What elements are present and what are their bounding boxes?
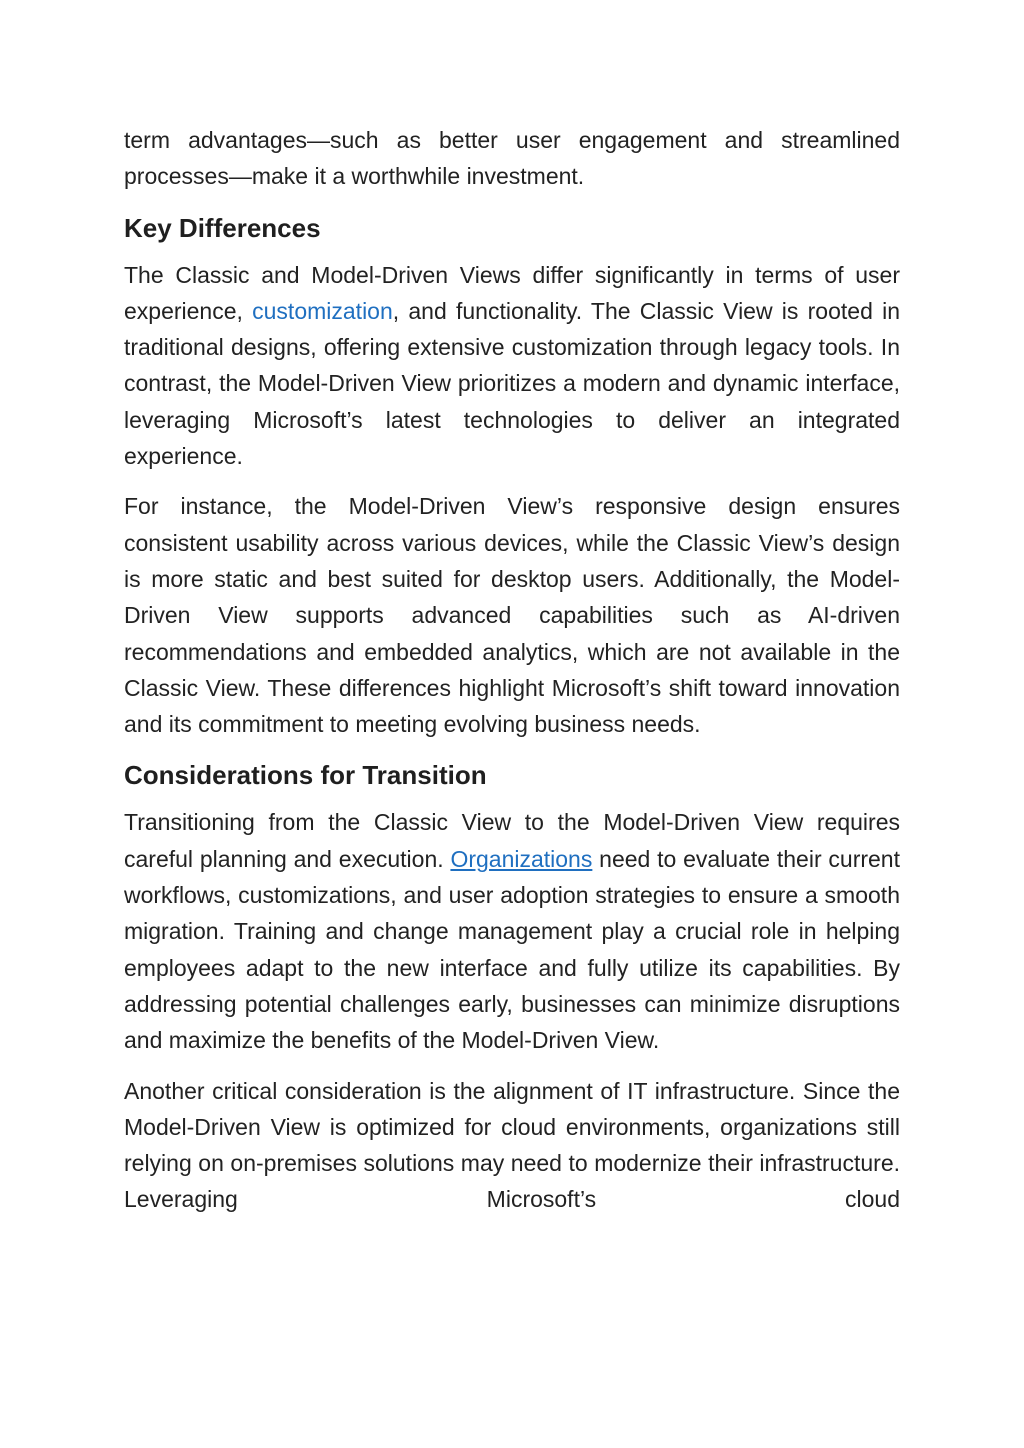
considerations-paragraph-1	[124, 804, 900, 1058]
key-differences-paragraph-2: For instance, the Model-Driven View’s responsive design ensures consistent usability across various devices, while the Classic View’s design is more static and best suited for desktop users. Additionally, the Model-Driven View supports advanced capabilities such as AI-driven recommendations and embedded analytics, which are not available in the Classic View. These differences highlight Microsoft’s shift toward innovation and its commitment to meeting evolving business needs.	[124, 493, 900, 738]
text-segment: need to evaluate their current workflows, customizations, and user adoption strategies to ensure a smooth migration. Training and change management play a crucial role in helping employees adapt to the new interface and fully utilize its capabilities. By addressing potential challenges early, businesses can minimize disruptions and maximize the benefits of the Model-Driven View.	[124, 845, 900, 1054]
considerations-heading: Considerations for Transition	[124, 760, 487, 791]
text-segment: Transitioning from the Classic View to the Model-Driven View requires careful planning and execution.	[124, 809, 900, 872]
key-differences-paragraph-1	[124, 257, 900, 475]
intro-paragraph: term advantages—such as better user engagement and streamlined processes—make it a worthwhile investment.	[124, 127, 900, 190]
text-segment: , and functionality. The Classic View is rooted in traditional designs, offering extensive customization through legacy tools. In contrast, the Model-Driven View prioritizes a modern and dynamic interface, leveraging Microsoft’s latest technologies to deliver an integrated experience.	[124, 297, 900, 470]
key-differences-heading: Key Differences	[124, 212, 321, 243]
organizations-link[interactable]: Organizations	[450, 845, 593, 872]
customization-link[interactable]: customization	[252, 297, 393, 324]
document-page	[124, 122, 900, 1232]
text-segment: The Classic and Model-Driven Views differ significantly in terms of user experience,	[124, 261, 900, 324]
considerations-paragraph-2: Another critical consideration is the alignment of IT infrastructure. Since the Model-Driven View is optimized for cloud environments, organizations still relying on on-premises solutions may need to modernize their infrastructure. Leveraging Microsoft’s cloud	[124, 1077, 900, 1213]
